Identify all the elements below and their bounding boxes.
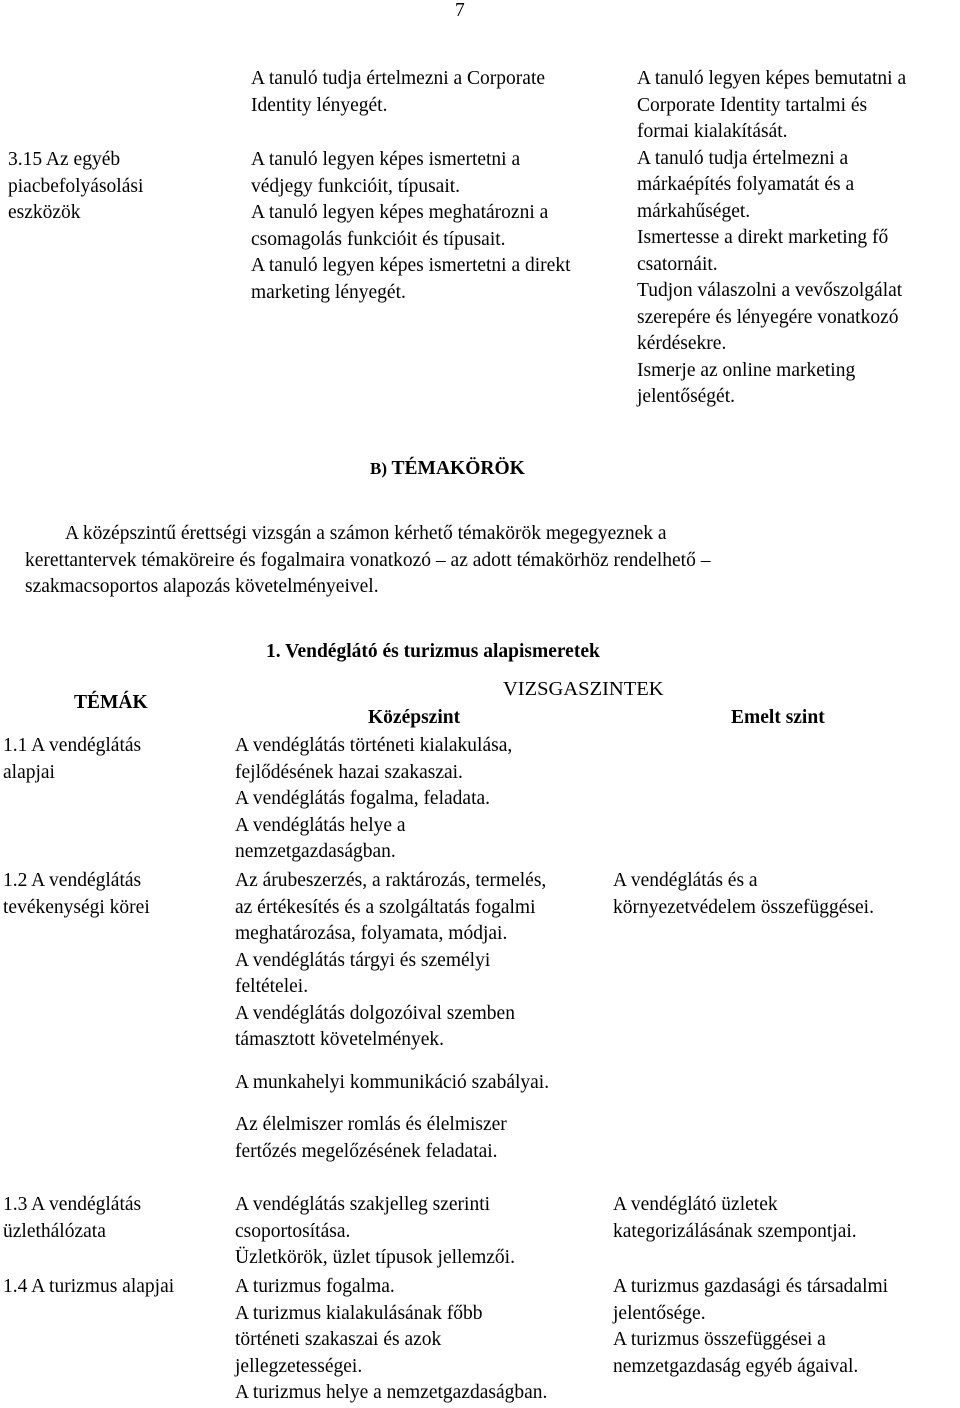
adv-line: Ismertesse a direkt marketing fő [637,227,889,248]
mid-line: védjegy funkcióit, típusait. [251,175,461,197]
row-topic: 1.4 A turizmus alapjai [3,1276,175,1297]
row-topic: 1.2 A vendéglátás tevékenységi körei [3,870,150,918]
adv-line: márkahűséget. [637,200,751,222]
adv-line: A tanuló legyen képes bemutatni a [637,68,907,89]
mid-line: A tanuló legyen képes ismertetni a direkt [251,255,571,276]
adv-line: Tudjon válaszolni a vevőszolgálat [637,280,903,301]
row-topic: 1.3 A vendéglátás üzlethálózata [3,1194,142,1242]
row-mid: A vendéglátás történeti kialakulása, fejlődésének hazai szakaszai. A vendéglátás fogalma, feladata. A vendéglátás helye a nemzetgazdaságban. [235,735,513,862]
topic-line: piacbefolyásolási [8,175,144,197]
row-adv: A vendéglátó üzletek kategorizálásának szempontjai. [613,1194,857,1242]
mid-level-block-a [251,66,545,119]
row-mid: A turizmus fogalma. A turizmus kialakulásának főbb történeti szakaszai és azok jellegzetességei. A turizmus helye a nemzetgazdaságban. [235,1276,548,1403]
col-header-topics: TÉMÁK [74,692,148,713]
mid-line: A tanuló legyen képes ismertetni a [251,149,521,170]
adv-level-block [637,66,906,411]
row-mid: A vendéglátás szakjelleg szerinti csoportosítása. Üzletkörök, üzlet típusok jellemzői. [235,1194,515,1268]
col-header-adv: Emelt szint [731,707,825,728]
adv-line: Corporate Identity tartalmi és [637,94,868,116]
intro-line: A középszintű érettségi vizsgán a számon kérhető témakörök megegyeznek a [65,523,667,544]
row-adv: A vendéglátás és a környezetvédelem összefüggései. [613,870,874,918]
subject-title: 1. Vendéglátó és turizmus alapismeretek [266,641,600,662]
col-header-levels: VIZSGASZINTEK [503,678,664,700]
intro-line: szakmacsoportos alapozás követelményeivel. [25,576,379,597]
adv-line: márkaépítés folyamatát és a [637,174,855,195]
row-adv: A turizmus gazdasági és társadalmi jelentősége. A turizmus összefüggései a nemzetgazdaság egyéb ágaival. [613,1276,889,1377]
section-b-intro [25,521,710,601]
mid-line: A tanuló legyen képes meghatározni a [251,202,549,223]
section-b-title: TÉMAKÖRÖK [391,458,525,479]
adv-line: szerepére és lényegére vonatkozó [637,306,899,328]
adv-line: jelentőségét. [637,386,736,407]
adv-line: kérdésekre. [637,333,727,354]
mid-line: Identity lényegét. [251,94,388,116]
mid-line: A tanuló tudja értelmezni a Corporate [251,68,546,89]
adv-line: csatornáit. [637,253,718,275]
adv-line: formai kialakítását. [637,121,788,142]
adv-line: A tanuló tudja értelmezni a [637,147,849,169]
section-b-prefix: B) [370,459,387,478]
col-header-mid: Középszint [368,707,461,728]
mid-line: csomagolás funkcióit és típusait. [251,228,506,250]
row-topic: 1.1 A vendéglátás alapjai [3,735,142,783]
section-b-heading [370,456,525,483]
row-mid: Az árubeszerzés, a raktározás, termelés, az értékesítés és a szolgáltatás fogalmi meghatározása, folyamata, módjai. A vendéglátás tárgyi és személyi feltételei. A vendéglátás dolgozóival szemben támasztott követelmények. A munkahelyi kommunikáció szabályai. Az élelmiszer romlás és élelmiszer fertőzés megelőzésének feladatai. [235,870,550,1162]
mid-line: marketing lényegét. [251,281,406,303]
page-number: 7 [455,0,465,21]
topic-line: 3.15 Az egyéb [8,149,121,170]
topic-3-15 [8,147,143,227]
mid-level-block-b [251,147,571,306]
adv-line: Ismerje az online marketing [637,359,856,381]
topic-line: eszközök [8,202,81,223]
intro-line: kerettantervek témaköreire és fogalmaira vonatkozó – az adott témakörhöz rendelhető – [25,549,711,571]
